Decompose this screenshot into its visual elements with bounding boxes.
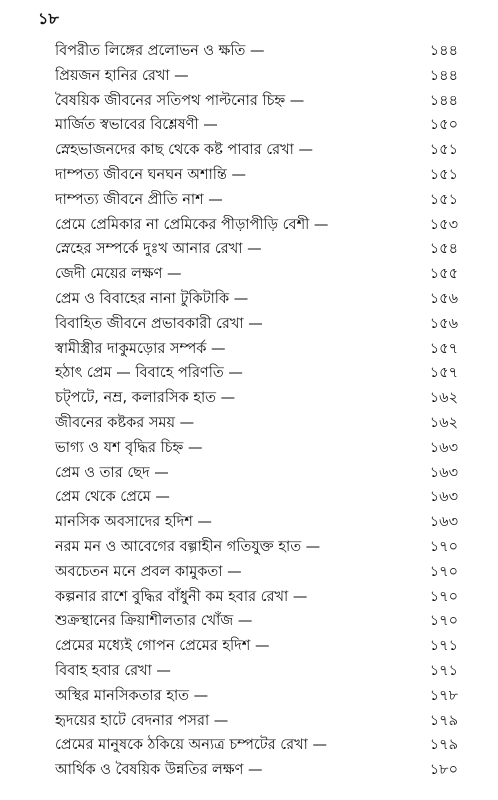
toc-entry-title: প্রেমের মানুষকে ঠকিয়ে অন্যত্র চম্পটের রেখা —: [55, 737, 327, 754]
toc-entry: [0, 732, 498, 757]
toc-entry-page: ১৭৮: [429, 687, 458, 704]
toc-entry: [0, 608, 498, 633]
toc-entry-title: প্রেমে প্রেমিকার না প্রেমিকের পীড়াপীড়ি বেশী —: [55, 216, 329, 233]
toc-entry: [0, 385, 498, 410]
toc-entry-title: প্রেম ও তার ছেদ —: [55, 464, 169, 481]
toc-entry-title: অস্থির মানসিকতার হাত —: [55, 687, 209, 704]
toc-entry-title: অবচেতন মনে প্রবল কামুকতা —: [55, 563, 242, 580]
toc-entry-page: ১৫৭: [429, 365, 458, 382]
toc-entry: [0, 435, 498, 460]
toc-entry-title: প্রেম ও বিবাহের নানা টুকিটাকি —: [55, 290, 249, 307]
toc-entry-title: প্রেমের মধ্যেই গোপন প্রেমের হদিশ —: [55, 638, 270, 655]
toc-entry: [0, 336, 498, 361]
toc-entry-title: বিবাহ হবার রেখা —: [55, 662, 171, 679]
toc-entry-page: ১৫০: [429, 117, 458, 134]
toc-entry: [0, 212, 498, 237]
toc-entry: [0, 534, 498, 559]
toc-entry-page: ১৭০: [429, 588, 458, 605]
toc-entry-title: নরম মন ও আবেগের বল্গাহীন গতিযুক্ত হাত —: [55, 538, 321, 555]
toc-entry: [0, 261, 498, 286]
toc-entry: [0, 236, 498, 261]
toc-entry: [0, 410, 498, 435]
toc-entry-page: ১৪৪: [429, 92, 458, 109]
toc-entry-page: ১৫৩: [429, 216, 458, 233]
toc-entry-page: ১৭১: [429, 662, 458, 679]
toc-entry-title: হৃদয়ের হাটে বেদনার পসরা —: [55, 712, 229, 729]
toc-entry-page: ১৫১: [429, 166, 458, 183]
toc-entry-title: জীবনের কষ্টকর সময় —: [55, 414, 195, 431]
toc-entry-page: ১৫৬: [429, 290, 458, 307]
toc-entry: [0, 360, 498, 385]
toc-entry-title: স্বামীস্ত্রীর দাকুমড়োর সম্পর্ক —: [55, 340, 226, 357]
toc-entry-page: ১৬৩: [429, 514, 458, 531]
toc-entry-page: ১৭০: [429, 538, 458, 555]
toc-entry-title: দাম্পত্য জীবনে প্রীতি নাশ —: [55, 191, 223, 208]
toc-entry-title: দাম্পত্য জীবনে ঘনঘন অশান্তি —: [55, 166, 247, 183]
toc-entry-title: হঠাৎ প্রেম — বিবাহে পরিণতি —: [55, 365, 243, 382]
toc-entry-title: প্রিয়জন হানির রেখা —: [55, 67, 189, 84]
toc-entry: [0, 757, 498, 782]
toc-entry-page: ১৫৬: [429, 315, 458, 332]
toc-entry-title: চট্‌পটে, নম্র, কলারসিক হাত —: [55, 390, 236, 407]
toc-entry: [0, 484, 498, 509]
toc-entry: [0, 187, 498, 212]
toc-entry-page: ১৫৪: [429, 241, 458, 258]
page-number: ১৮: [38, 9, 59, 28]
toc-entry-title: স্নেহভাজনদের কাছ থেকে কষ্ট পাবার রেখা —: [55, 142, 313, 159]
toc-entry-title: বৈষয়িক জীবনের সতিপথ পাল্টনোর চিহ্ন —: [55, 92, 305, 109]
toc-entry-title: মানসিক অবসাদের হদিশ —: [55, 514, 212, 531]
toc-entry-title: ভাগ্য ও যশ বৃদ্ধির চিহ্ন —: [55, 439, 203, 456]
toc-entry-page: ১৭১: [429, 638, 458, 655]
toc-entry-title: স্নেহের সম্পর্কে দুঃখ আনার রেখা —: [55, 241, 262, 258]
toc-entry-page: ১৬২: [429, 390, 458, 407]
toc-entry: [0, 460, 498, 485]
toc-entry-page: ১৬৩: [429, 464, 458, 481]
toc-entry: [0, 658, 498, 683]
toc-entry: [0, 162, 498, 187]
toc-entry: [0, 311, 498, 336]
toc-entry-page: ১৫৫: [429, 266, 458, 283]
toc-entry: [0, 137, 498, 162]
toc-entry-page: ১৫১: [429, 142, 458, 159]
toc-entry-page: ১৭০: [429, 563, 458, 580]
toc-entry-title: শুক্রস্থানের ক্রিয়াশীলতার খোঁজ —: [55, 613, 253, 630]
toc-entry-page: ১৪৪: [429, 67, 458, 84]
toc-entry: [0, 708, 498, 733]
toc-entry-page: ১৭০: [429, 613, 458, 630]
toc-entry-title: মার্জিত স্বভাবের বিশ্লেষণী —: [55, 117, 218, 134]
toc-entry-page: ১৪৪: [429, 43, 458, 59]
toc-entry: [0, 584, 498, 609]
toc-entry: [0, 286, 498, 311]
toc-entry: [0, 559, 498, 584]
toc-entry: [0, 683, 498, 708]
toc-entry-page: ১৬৩: [429, 439, 458, 456]
toc-entry: [0, 63, 498, 88]
toc-entry-page: ১৬২: [429, 414, 458, 431]
toc-entry-page: ১৫১: [429, 191, 458, 208]
toc-entry: [0, 112, 498, 137]
toc-entry-title: বিপরীত লিঙ্গের প্রলোভন ও ক্ষতি —: [55, 43, 265, 59]
toc-entry-page: ১৮০: [429, 762, 458, 779]
toc-entry-title: আর্থিক ও বৈষয়িক উন্নতির লক্ষণ —: [55, 762, 263, 779]
toc-entry: [0, 633, 498, 658]
toc-entry-title: বিবাহিত জীবনে প্রভাবকারী রেখা —: [55, 315, 263, 332]
toc-entry-title: প্রেম থেকে প্রেমে —: [55, 489, 170, 506]
toc-entry-page: ১৬৩: [429, 489, 458, 506]
table-of-contents: [0, 38, 498, 782]
toc-entry-title: কল্পনার রাশে বুদ্ধির বাঁধুনী কম হবার রেখা —: [55, 588, 308, 605]
toc-entry: [0, 88, 498, 113]
toc-entry-page: ১৫৭: [429, 340, 458, 357]
toc-entry-page: ১৭৯: [429, 737, 458, 754]
toc-entry-title: জেদী মেয়ের লক্ষণ —: [55, 266, 182, 283]
toc-entry: [0, 38, 498, 63]
toc-entry: [0, 509, 498, 534]
toc-entry-page: ১৭৯: [429, 712, 458, 729]
